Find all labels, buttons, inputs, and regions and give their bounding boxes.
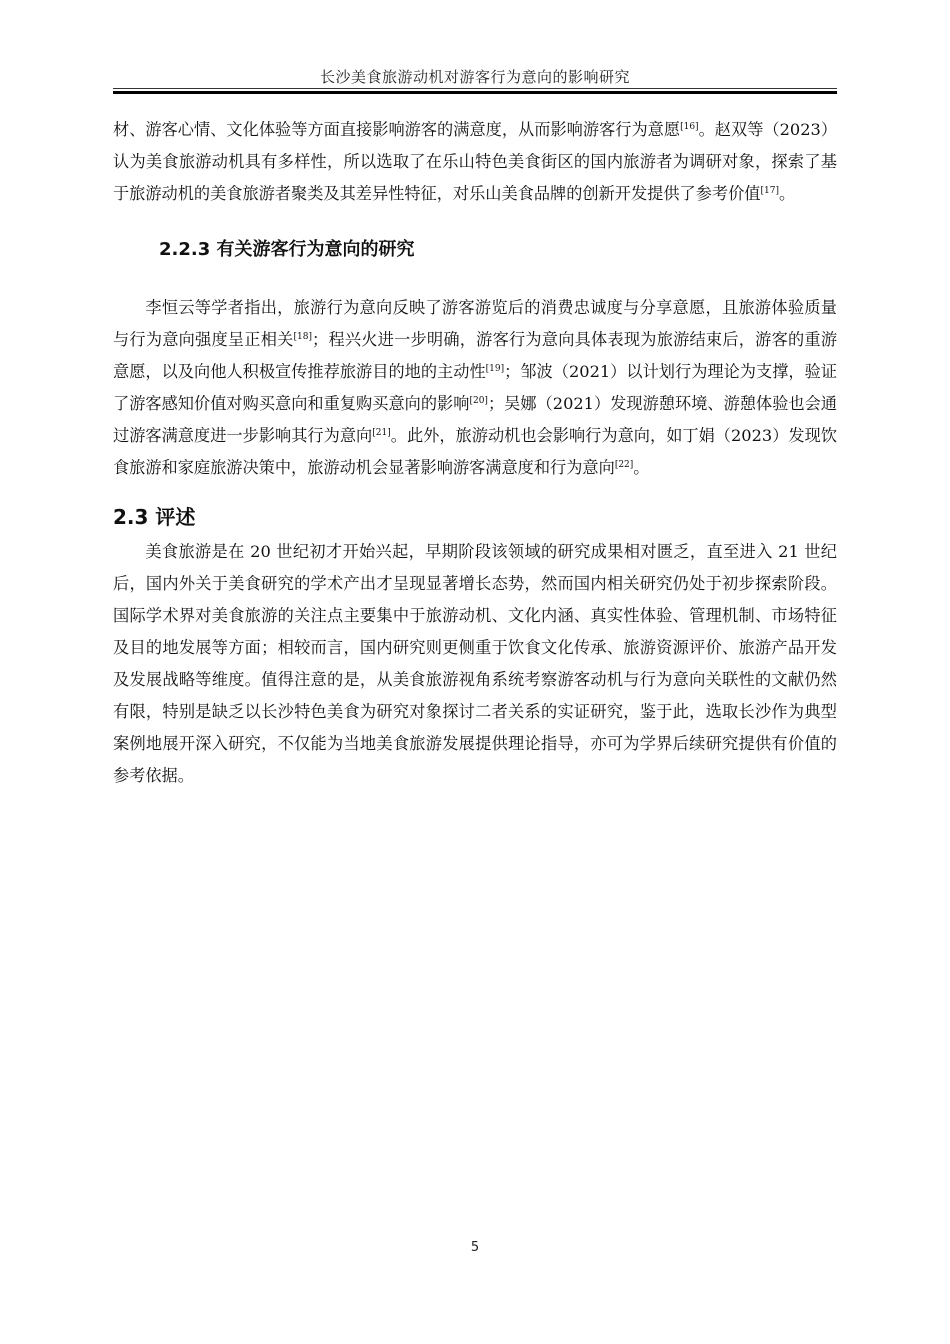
citation: [18]: [293, 332, 313, 342]
text-run: ；吴娜（2021）发现游憩环境、游憩体验也会通过游客满意度进一步影响其行为意向: [113, 394, 837, 445]
text-run: 。: [633, 458, 650, 477]
text-run: 。此外，旅游动机也会影响行为意向，如丁娟（2023）发现饮食旅游和家庭旅游决策中，旅游动机会显著影响游客满意度和行为意向: [113, 426, 838, 477]
header-rule-thick: [113, 91, 837, 94]
section-heading-2-3: 2.3 评述: [113, 505, 196, 529]
citation: [17]: [760, 186, 779, 196]
running-header-title: 长沙美食旅游动机对游客行为意向的影响研究: [319, 68, 630, 86]
citation: [16]: [680, 122, 699, 132]
section-heading-2-2-3: 2.2.3 有关游客行为意向的研究: [159, 239, 415, 260]
page-body: [113, 114, 837, 792]
text-run: 。赵双等（2023）认为美食旅游动机具有多样性，所以选取了在乐山特色美食街区的国内旅游者为调研对象，探索了基于旅游动机的美食旅游者聚类及其差异性特征，对乐山美食品牌的创新开发提供了参考价值: [113, 120, 838, 203]
text-run: ；程兴火进一步明确，游客行为意向具体表现为旅游结束后，游客的重游意愿，以及向他人积极宣传推荐旅游目的地的主动性: [113, 330, 838, 381]
text-run: ；邹波（2021）以计划行为理论为支撑，验证了游客感知价值对购买意向和重复购买意向的影响: [113, 362, 838, 413]
citation: [21]: [372, 428, 391, 438]
text-run: 材、游客心情、文化体验等方面直接影响游客的满意度，从而影响游客行为意愿: [113, 120, 681, 139]
paragraph-behavior-intention: [113, 292, 837, 484]
text-run: 。: [778, 184, 796, 203]
text-run: 李恒云等学者指出，旅游行为意向反映了游客游览后的消费忠诚度与分享意愿，且旅游体验质量与行为意向强度呈正相关: [113, 298, 837, 349]
citation: [19]: [485, 364, 505, 374]
paragraph-review: 美食旅游是在 20 世纪初才开始兴起，早期阶段该领域的研究成果相对匮乏，直至进入 21 世纪后，国内外关于美食研究的学术产出才呈现显著增长态势，然而国内相关研究仍处于初步探索阶段。国际学术界对美食旅游的关注点主要集中于旅游动机、文化内涵、真实性体验、管理机制、市场特征及目的地发展等方面；相较而言，国内研究则更侧重于饮食文化传承、旅游资源评价、旅游产品开发及发展战略等维度。值得注意的是，从美食旅游视角系统考察游客动机与行为意向关联性的文献仍然有限，特别是缺乏以长沙特色美食为研究对象探讨二者关系的实证研究，鉴于此，选取长沙作为典型案例地展开深入研究，不仅能为当地美食旅游发展提供理论指导，亦可为学界后续研究提供有价值的参考依据。: [113, 542, 837, 785]
page-number: 5: [470, 1240, 480, 1255]
header-rule-thin: [113, 88, 837, 89]
citation: [22]: [614, 460, 634, 470]
citation: [20]: [469, 396, 488, 406]
paragraph-continuation: [113, 114, 837, 210]
